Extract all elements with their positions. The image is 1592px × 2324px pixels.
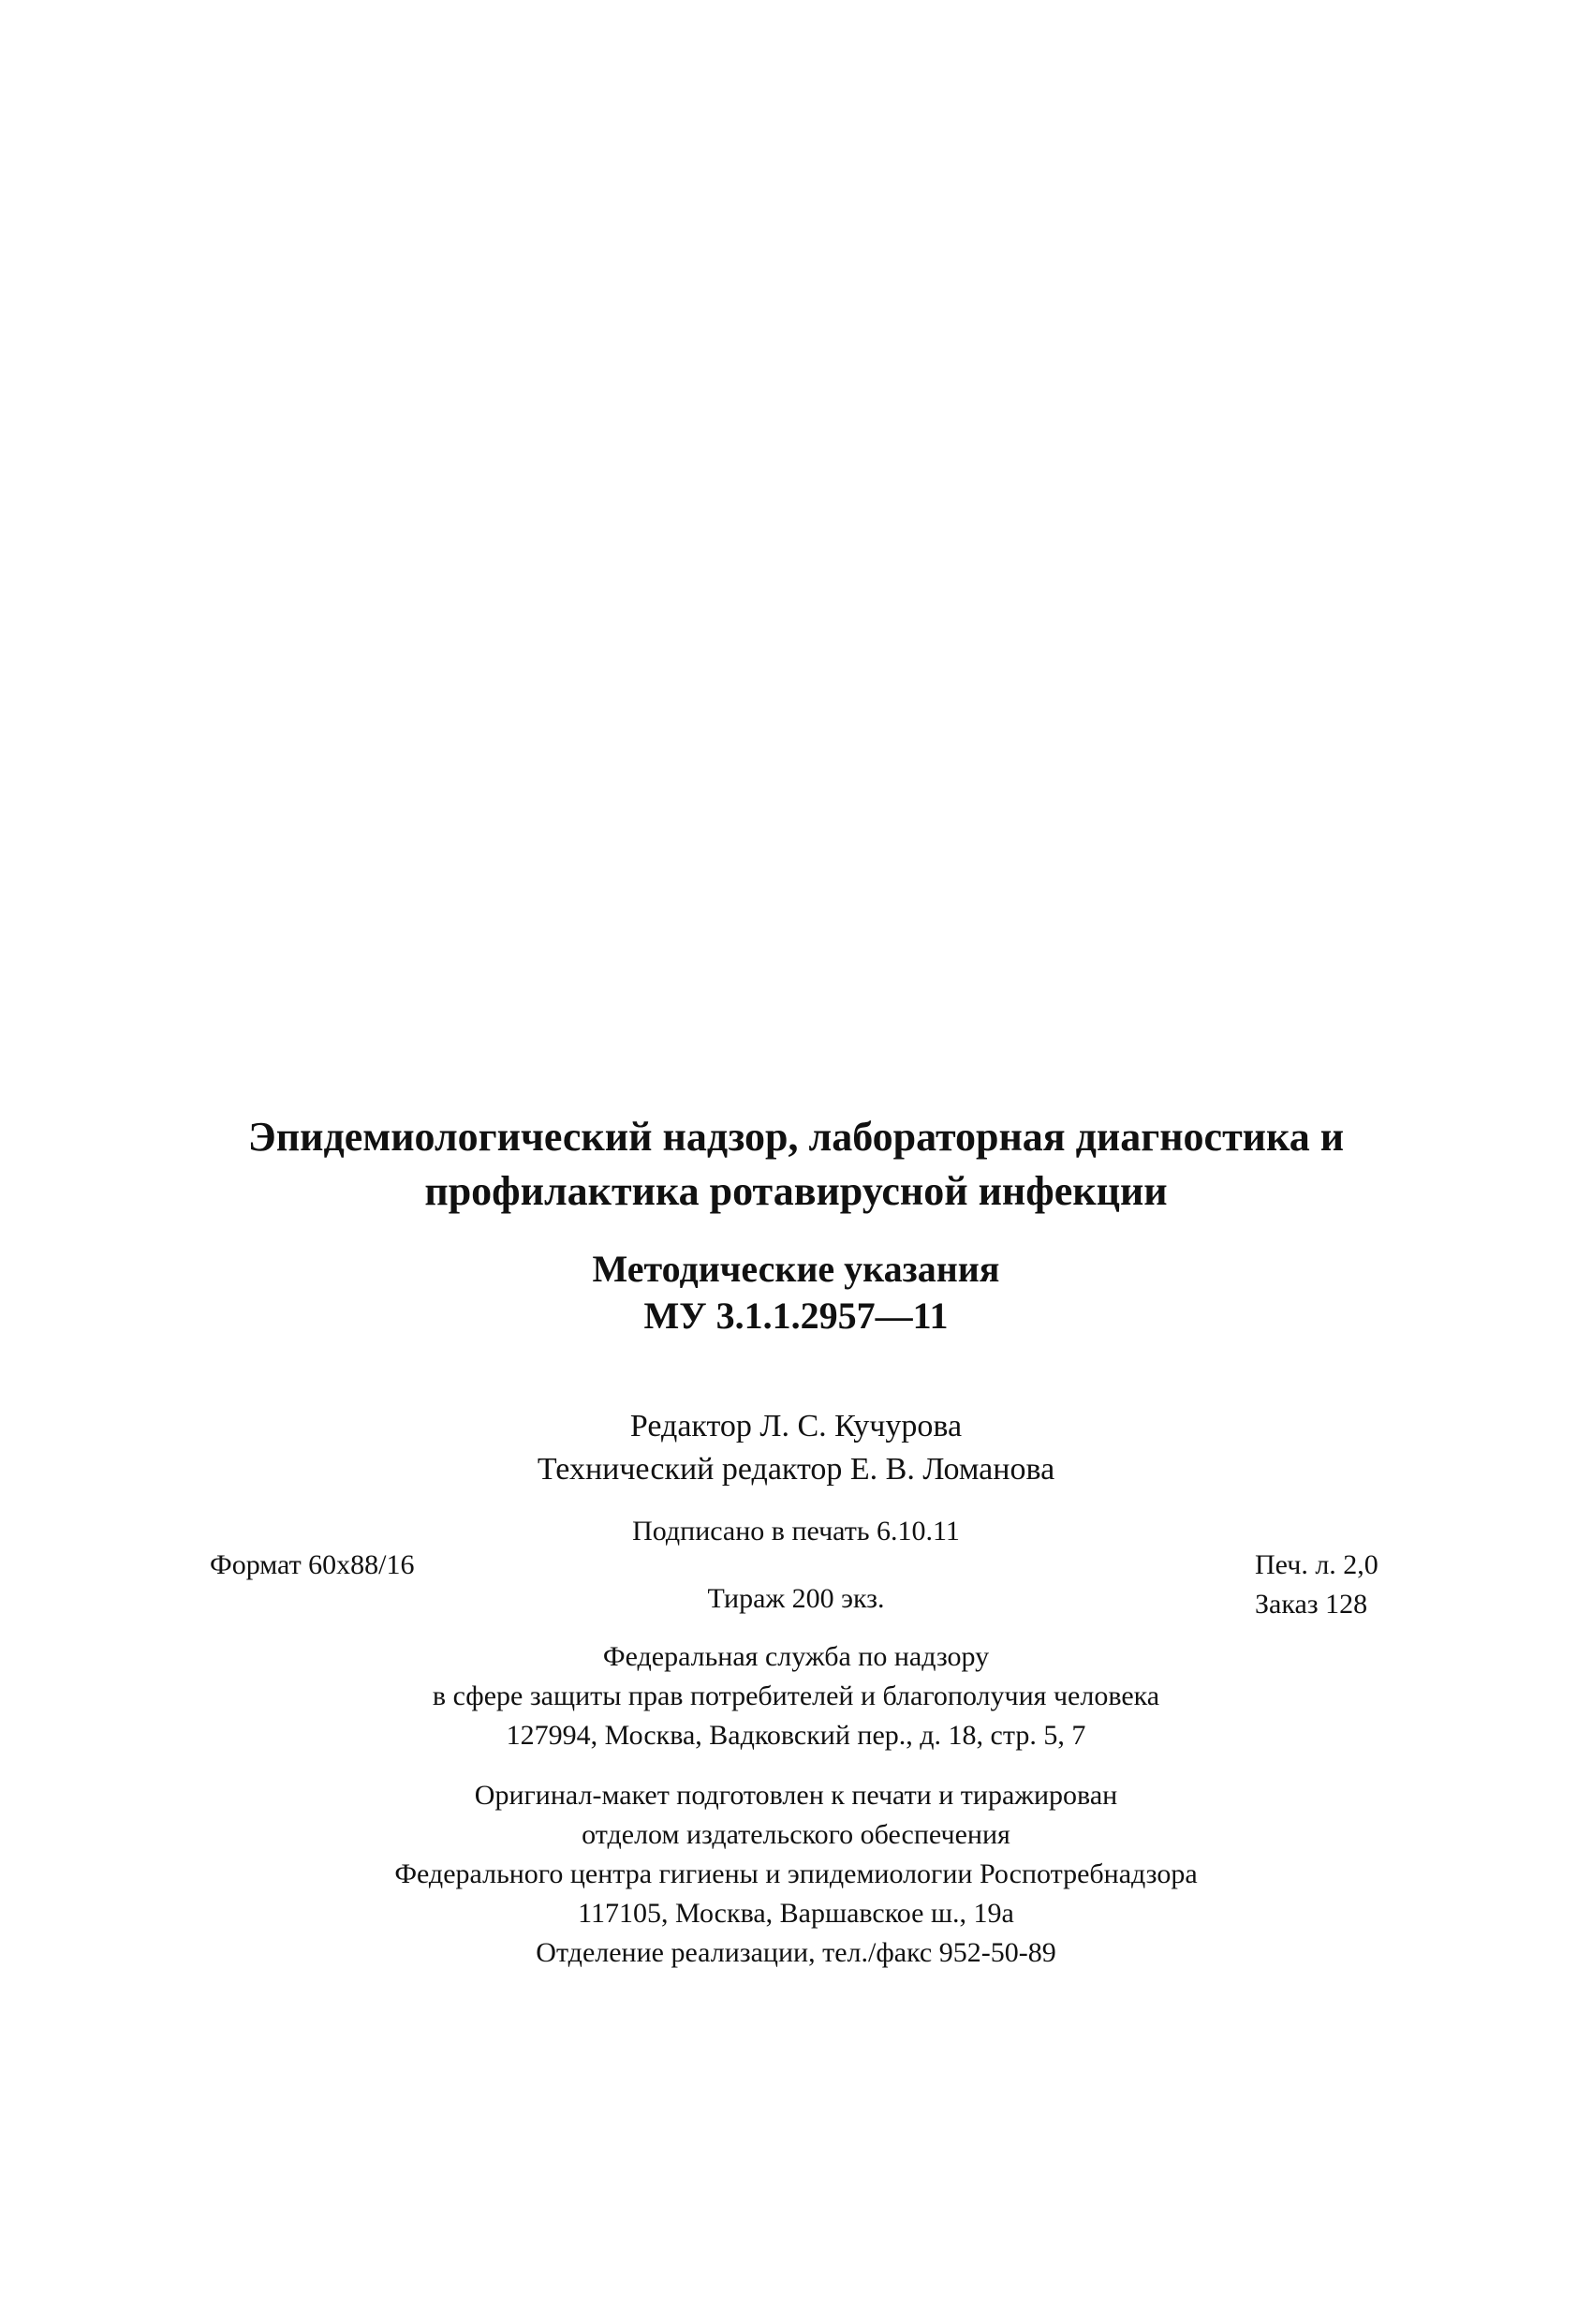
publisher-line-3: Федерального центра гигиены и эпидемиологии Роспотребнадзора [394, 1858, 1198, 1889]
agency-line-2: в сфере защиты прав потребителей и благополучия человека [432, 1680, 1160, 1711]
document-subtitle [0, 1246, 1592, 1340]
publisher-line-1: Оригинал-макет подготовлен к печати и тиражирован [474, 1780, 1118, 1811]
order-number: Заказ 128 [1255, 1589, 1368, 1620]
agency-block [0, 1637, 1592, 1755]
publisher-line-2: отделом издательского обеспечения [582, 1819, 1010, 1850]
publisher-block [0, 1776, 1592, 1973]
tech-editor-name: Технический редактор Е. В. Ломанова [537, 1452, 1055, 1487]
title-line-2: профилактика ротавирусной инфекции [424, 1168, 1168, 1214]
signed-to-print: Подписано в печать 6.10.11 [632, 1516, 960, 1547]
title-line-1: Эпидемиологический надзор, лабораторная диагностика и [247, 1114, 1345, 1160]
document-title [0, 1110, 1592, 1219]
publisher-contact: Отделение реализации, тел./факс 952-50-89 [536, 1937, 1056, 1968]
publisher-address: 117105, Москва, Варшавское ш., 19а [578, 1898, 1014, 1929]
printed-sheets: Печ. л. 2,0 [1255, 1549, 1378, 1580]
editor-name: Редактор Л. С. Кучурова [629, 1409, 963, 1443]
agency-line-1: Федеральная служба по надзору [602, 1641, 990, 1672]
subtitle-line-2: МУ 3.1.1.2957—11 [643, 1295, 949, 1337]
print-run: Тираж 200 экз. [707, 1583, 885, 1614]
paper-format: Формат 60x88/16 [210, 1549, 415, 1580]
subtitle-line-1: Методические указания [592, 1248, 1000, 1290]
editors-block [0, 1405, 1592, 1491]
agency-address: 127994, Москва, Вадковский пер., д. 18, стр. 5, 7 [506, 1720, 1086, 1751]
